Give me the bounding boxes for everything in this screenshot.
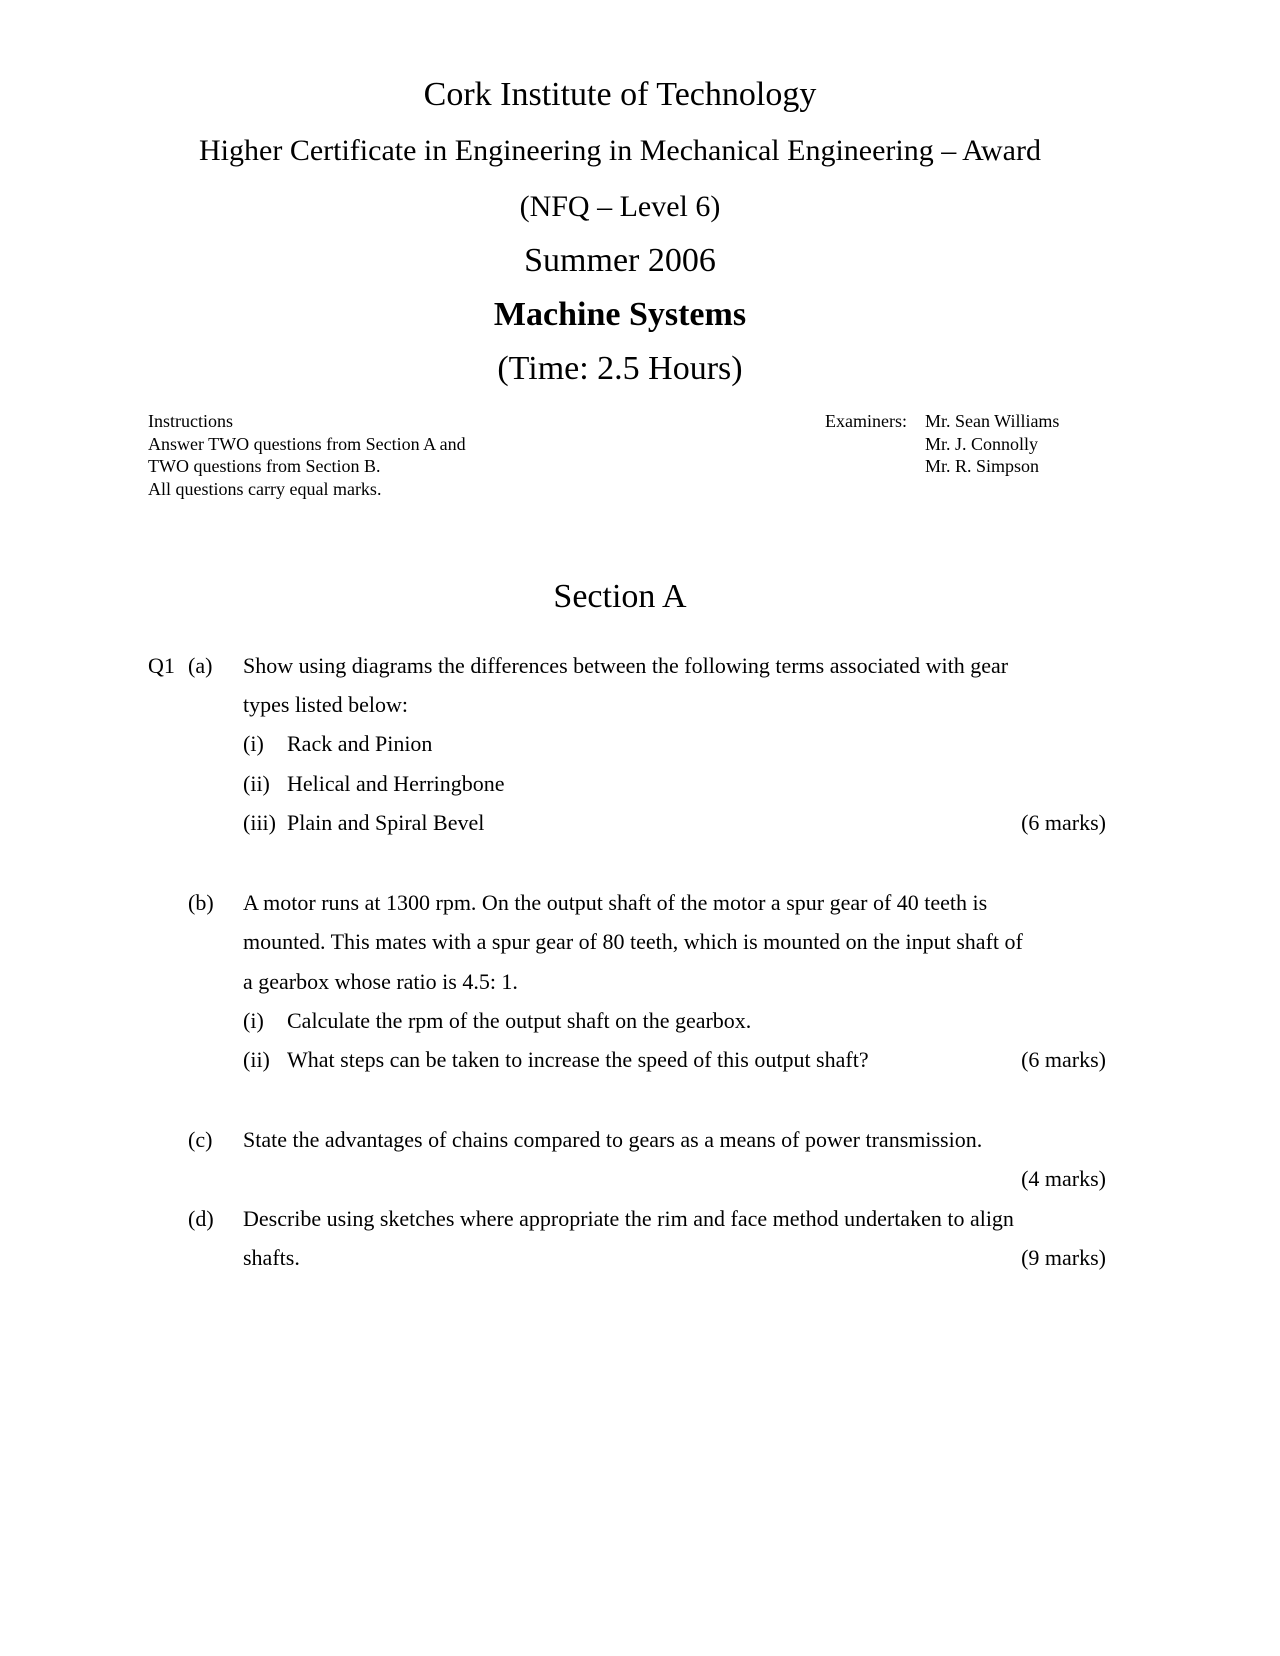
instructions-line: TWO questions from Section B. <box>148 456 381 476</box>
part-b-item-number: (i) <box>243 1008 264 1033</box>
examiner-name: Mr. R. Simpson <box>925 456 1040 476</box>
examiner-name: Mr. J. Connolly <box>925 433 1039 454</box>
part-a-item-number: (i) <box>243 731 264 756</box>
instructions-line: Answer TWO questions from Section A and <box>148 433 466 454</box>
institution-name: Cork Institute of Technology <box>423 76 817 113</box>
part-a-item-text: Rack and Pinion <box>287 731 433 756</box>
part-b-item-number: (ii) <box>243 1047 270 1072</box>
part-label-b: (b) <box>188 890 214 915</box>
part-b-item-text: Calculate the rpm of the output shaft on the gearbox. <box>287 1008 752 1033</box>
examiners-block <box>825 410 1059 478</box>
instructions-heading: Instructions <box>148 411 233 431</box>
subject-title: Machine Systems <box>493 296 747 333</box>
part-b-marks: (6 marks) <box>1021 1047 1106 1072</box>
part-d-text: shafts. <box>243 1245 300 1270</box>
part-b-item-text: What steps can be taken to increase the speed of this output shaft? <box>287 1047 869 1072</box>
question-number: Q1 <box>148 653 175 678</box>
part-a-item-text: Helical and Herringbone <box>287 771 505 796</box>
part-a-item-number: (ii) <box>243 771 270 796</box>
exam-session: Summer 2006 <box>524 242 716 279</box>
nfq-level: (NFQ – Level 6) <box>519 190 721 223</box>
part-label-d: (d) <box>188 1206 214 1231</box>
part-a-item-text: Plain and Spiral Bevel <box>287 810 485 835</box>
programme-title: Higher Certificate in Engineering in Mechanical Engineering – Award <box>199 134 1041 167</box>
part-label-a: (a) <box>188 653 213 678</box>
examiner-name: Mr. Sean Williams <box>925 411 1060 431</box>
part-b-text: a gearbox whose ratio is 4.5: 1. <box>243 969 518 994</box>
part-d-text: Describe using sketches where appropriate the rim and face method undertaken to align <box>243 1206 1014 1231</box>
part-d-marks: (9 marks) <box>1021 1245 1106 1270</box>
part-a-item-number: (iii) <box>243 810 276 835</box>
exam-duration: (Time: 2.5 Hours) <box>497 350 743 387</box>
part-b-text: mounted. This mates with a spur gear of 80 teeth, which is mounted on the input shaft of <box>243 929 1023 954</box>
section-title: Section A <box>553 578 687 615</box>
part-a-text: types listed below: <box>243 692 408 717</box>
part-c-text: State the advantages of chains compared to gears as a means of power transmission. <box>243 1127 983 1152</box>
part-c-marks: (4 marks) <box>1021 1166 1106 1191</box>
part-a-marks: (6 marks) <box>1021 810 1106 835</box>
instructions-block <box>148 410 466 500</box>
part-b-text: A motor runs at 1300 rpm. On the output shaft of the motor a spur gear of 40 teeth is <box>243 890 988 915</box>
part-a-text: Show using diagrams the differences between the following terms associated with gear <box>243 653 1009 678</box>
examiners-label: Examiners: <box>825 411 907 431</box>
part-label-c: (c) <box>188 1127 213 1152</box>
instructions-line: All questions carry equal marks. <box>148 478 382 499</box>
